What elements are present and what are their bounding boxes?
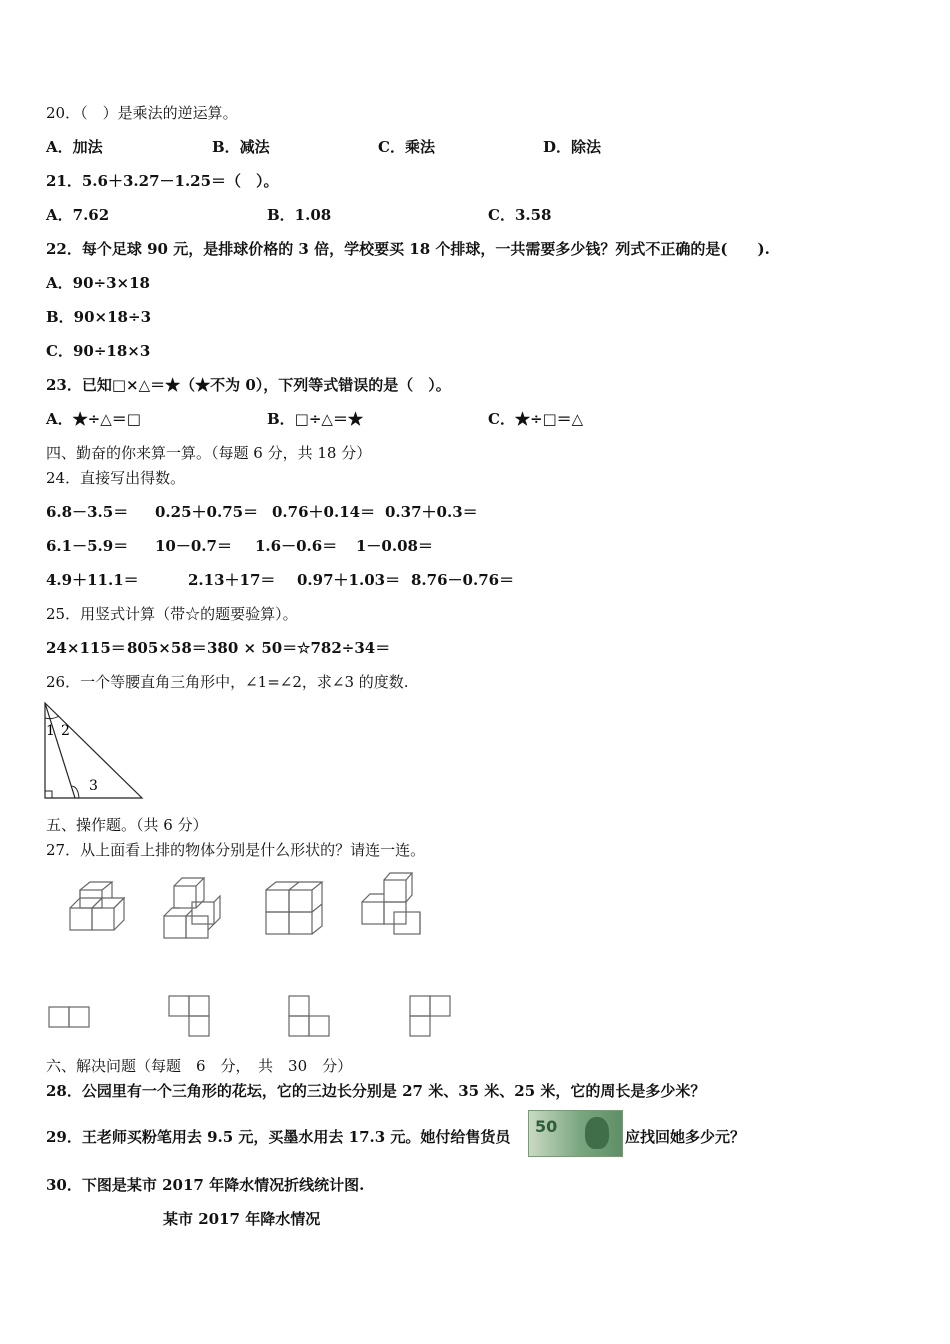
angle-2-label: 2 (61, 723, 70, 739)
q24-item: 2.13＋17＝ (188, 571, 276, 589)
q20-option-c[interactable]: C．乘法 (378, 138, 435, 156)
q26-stem: 26．一个等腰直角三角形中，∠1=∠2，求∠3 的度数. (46, 673, 409, 691)
q25-item: 380 × 50＝ (207, 639, 298, 657)
q23-option-b[interactable]: B．□÷△＝★ (267, 410, 363, 428)
q20-option-b[interactable]: B．减法 (212, 138, 270, 156)
q30-stem: 30．下图是某市 2017 年降水情况折线统计图. (46, 1176, 365, 1194)
q26-triangle-figure (40, 700, 150, 804)
banknote-portrait-icon (585, 1117, 609, 1149)
top-view-1[interactable] (46, 1003, 92, 1033)
q24-item: 0.37＋0.3＝ (385, 503, 478, 521)
q27-stem: 27．从上面看上排的物体分别是什么形状的？请连一连。 (46, 841, 426, 859)
q29-stem-end: 应找回她多少元？ (625, 1128, 746, 1146)
q22-stem: 22．每个足球 90 元，是排球价格的 3 倍，学校要买 18 个排球，一共需要多少钱？列式不正确的是( ). (46, 240, 770, 258)
cube-group-1[interactable] (66, 870, 131, 940)
q25-item: 24×115＝ (46, 639, 126, 657)
q24-item: 0.97＋1.03＝ (297, 571, 401, 589)
q20-option-a[interactable]: A．加法 (46, 138, 103, 156)
q25-item: ☆782÷34＝ (297, 639, 391, 657)
q24-item: 0.25＋0.75＝ (155, 503, 259, 521)
q21-option-b[interactable]: B．1.08 (267, 206, 332, 224)
q24-item: 4.9＋11.1＝ (46, 571, 139, 589)
chart-title: 某市 2017 年降水情况 (163, 1210, 321, 1228)
q24-stem: 24．直接写出得数。 (46, 469, 186, 487)
q24-item: 6.8－3.5＝ (46, 503, 129, 521)
section-4-heading: 四、勤奋的你来算一算。（每题 6 分，共 18 分） (46, 444, 372, 462)
q24-item: 6.1－5.9＝ (46, 537, 129, 555)
q29-stem-start: 29．王老师买粉笔用去 9.5 元，买墨水用去 17.3 元。她付给售货员 (46, 1128, 511, 1146)
q23-stem: 23．已知□×△＝★（★不为 0），下列等式错误的是（ ）。 (46, 376, 451, 394)
q28-stem: 28．公园里有一个三角形的花坛，它的三边长分别是 27 米、35 米、25 米，它的周长是多少米？ (46, 1082, 706, 1100)
section-5-heading: 五、操作题。（共 6 分） (46, 816, 208, 834)
section-6-heading: 六、解决问题（每题 6 分， 共 30 分） (46, 1057, 353, 1075)
q21-option-a[interactable]: A．7.62 (46, 206, 110, 224)
top-view-4[interactable] (406, 993, 456, 1039)
q23-option-a[interactable]: A．★÷△＝□ (46, 410, 141, 428)
banknote-50-image (528, 1110, 623, 1157)
q24-item: 10－0.7＝ (155, 537, 232, 555)
top-view-2[interactable] (165, 993, 215, 1039)
cube-group-3[interactable] (262, 870, 327, 940)
q22-option-c[interactable]: C．90÷18×3 (46, 342, 151, 360)
q20-stem: 20．（ ）是乘法的逆运算。 (46, 104, 238, 122)
cube-group-4[interactable] (356, 868, 428, 940)
q23-option-c[interactable]: C．★÷□＝△ (488, 410, 584, 428)
q25-item: 805×58＝ (127, 639, 207, 657)
q24-item: 0.76＋0.14＝ (272, 503, 376, 521)
q21-option-c[interactable]: C．3.58 (488, 206, 552, 224)
q25-stem: 25．用竖式计算（带☆的题要验算）。 (46, 605, 298, 623)
angle-3-label: 3 (89, 778, 98, 794)
angle-1-label: 1 (46, 723, 55, 739)
q24-item: 1.6－0.6＝ (255, 537, 338, 555)
q24-item: 1－0.08＝ (356, 537, 433, 555)
q20-option-d[interactable]: D．除法 (543, 138, 602, 156)
q24-item: 8.76－0.76＝ (411, 571, 515, 589)
q21-stem: 21．5.6＋3.27－1.25＝（ ）。 (46, 172, 279, 190)
cube-group-2[interactable] (160, 870, 230, 942)
q22-option-a[interactable]: A．90÷3×18 (46, 274, 150, 292)
q22-option-b[interactable]: B．90×18÷3 (46, 308, 152, 326)
top-view-3[interactable] (285, 993, 335, 1039)
banknote-value: 50 (535, 1117, 558, 1136)
